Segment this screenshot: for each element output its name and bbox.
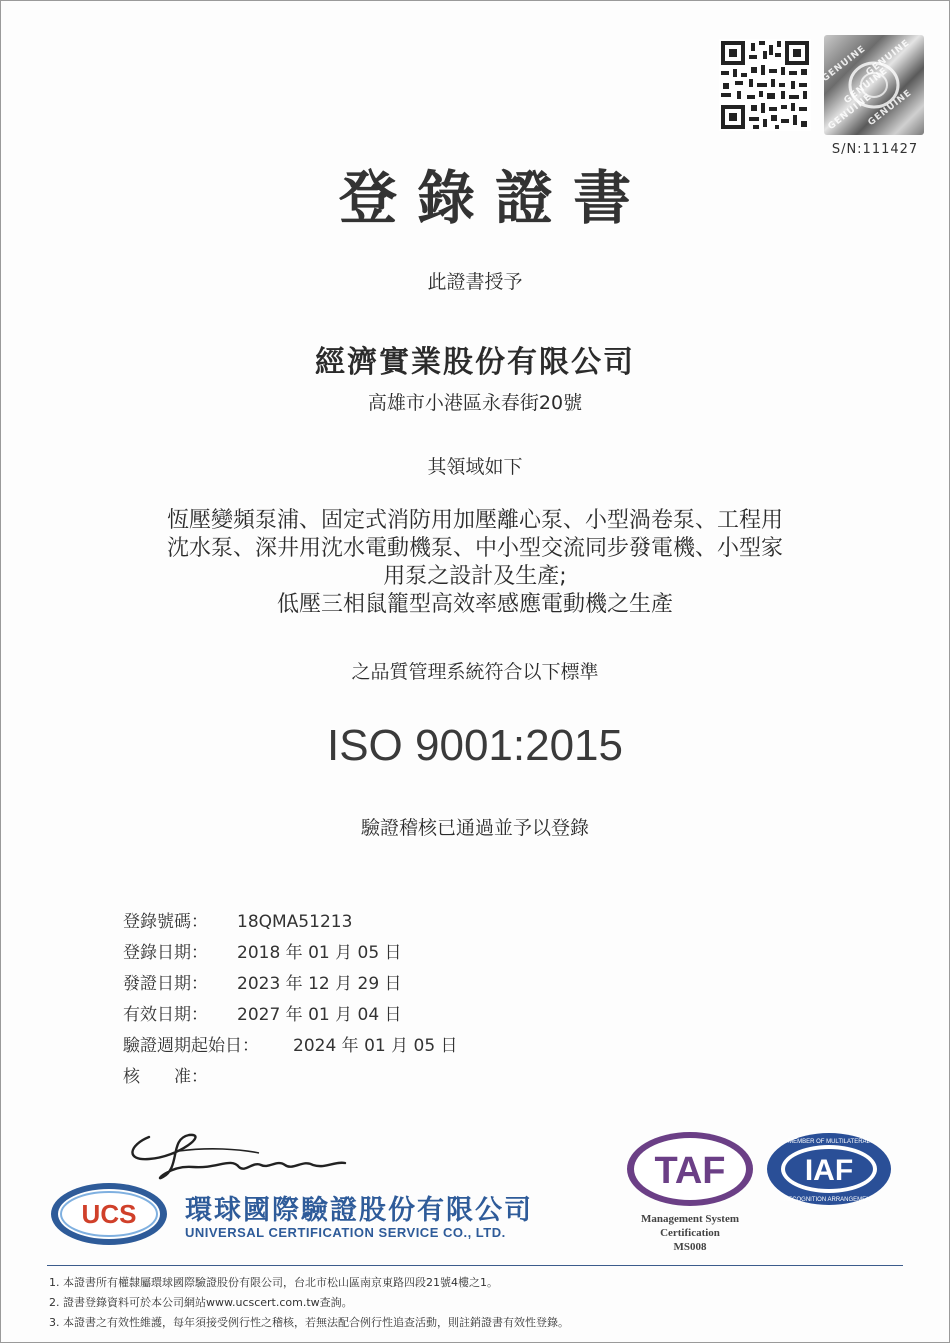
svg-text:RECOGNITION ARRANGEMENT: RECOGNITION ARRANGEMENT (783, 1197, 875, 1203)
audit-passed-statement: 驗證稽核已通過並予以登錄 (360, 817, 589, 839)
issuer-name-chinese: 環球國際驗證股份有限公司 (185, 1195, 533, 1226)
footnote: 1. 本證書所有權隸屬環球國際驗證股份有限公司，台北市松山區南京東路四段21號4樓之1。 (49, 1276, 498, 1289)
signature (119, 1127, 359, 1187)
issue-date: 2023 年 12 月 29 日 (237, 974, 402, 994)
cycle-start-row (123, 1031, 458, 1056)
taf-accreditation-number: MS008 (673, 1241, 707, 1253)
scope-intro: 其領域如下 (427, 456, 523, 478)
cycle-start-date: 2024 年 01 月 05 日 (293, 1036, 458, 1056)
registration-date-label: 登錄日期： (123, 943, 208, 963)
issuer-name-english: UNIVERSAL CERTIFICATION SERVICE CO., LTD. (185, 1225, 506, 1240)
company-name: 經濟實業股份有限公司 (315, 345, 635, 380)
taf-caption-line: Certification (660, 1227, 720, 1239)
issue-date-label: 發證日期： (123, 974, 208, 994)
registration-date-row (123, 938, 402, 963)
footnote: 2. 證書登錄資料可於本公司網站www.ucscert.com.tw查詢。 (49, 1296, 353, 1309)
registration-date: 2018 年 01 月 05 日 (237, 943, 402, 963)
granted-to-label: 此證書授予 (427, 271, 523, 293)
svg-text:TAF: TAF (654, 1150, 726, 1192)
issue-date-row (123, 969, 402, 994)
footnote: 3. 本證書之有效性維護，每年須接受例行性之稽核，若無法配合例行性追查活動，則註銷證書有效性登錄。 (49, 1316, 569, 1329)
svg-text:UCS: UCS (81, 1199, 137, 1229)
registration-number-row (123, 907, 352, 932)
valid-date-row (123, 1000, 402, 1025)
registration-number: 18QMA51213 (237, 912, 353, 932)
standard-name: ISO 9001:2015 (326, 721, 623, 770)
taf-caption (617, 1212, 763, 1254)
approval-row (123, 1062, 237, 1087)
serial-number: S/N:111427 (831, 142, 919, 157)
scope-description (1, 507, 949, 619)
valid-date-label: 有效日期： (123, 1005, 208, 1025)
scope-line: 沈水泵、深井用沈水電動機泵、中小型交流同步發電機、小型家 (166, 536, 783, 561)
iaf-logo (765, 1131, 893, 1207)
cycle-start-label: 驗證週期起始日： (123, 1036, 259, 1056)
valid-date: 2027 年 01 月 04 日 (237, 1005, 402, 1025)
registration-number-label: 登錄號碼： (123, 912, 208, 932)
svg-text:MEMBER OF MULTILATERAL: MEMBER OF MULTILATERAL (788, 1139, 870, 1145)
certificate-title: 登錄證書 (338, 164, 651, 232)
approval-label: 核 准： (123, 1067, 208, 1087)
qr-code (719, 39, 811, 131)
svg-text:IAF: IAF (804, 1154, 854, 1187)
scope-line: 用泵之設計及生產; (383, 564, 567, 589)
scope-line: 恆壓變頻泵浦、固定式消防用加壓離心泵、小型渦卷泵、工程用 (166, 508, 783, 533)
standard-intro: 之品質管理系統符合以下標準 (351, 661, 599, 683)
hologram-seal: GENUINE GENUINE GENUINE GENUINE GENUINE (824, 35, 924, 135)
taf-logo (625, 1129, 755, 1209)
ucs-logo (49, 1181, 169, 1247)
taf-caption-line: Management System (640, 1213, 740, 1225)
company-address: 高雄市小港區永春街20號 (367, 392, 583, 414)
footer-divider (47, 1265, 903, 1266)
scope-line: 低壓三相鼠籠型高效率感應電動機之生產 (276, 592, 673, 617)
